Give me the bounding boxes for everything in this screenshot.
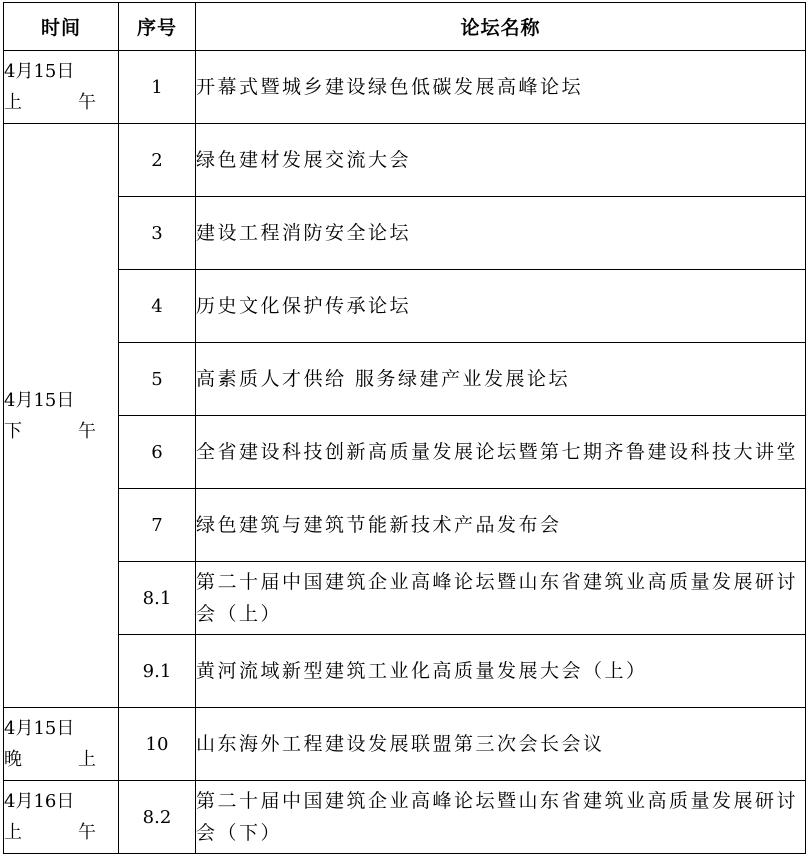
forum-name-cell: 第二十届中国建筑企业高峰论坛暨山东省建筑业高质量发展研讨会（上） xyxy=(196,562,806,635)
table-row xyxy=(4,51,806,124)
seq-cell: 9.1 xyxy=(119,635,196,708)
seq-cell: 7 xyxy=(119,489,196,562)
seq-cell: 10 xyxy=(119,708,196,781)
time-period: 下午 xyxy=(4,420,152,442)
forum-name-cell: 山东海外工程建设发展联盟第三次会长会议 xyxy=(196,708,806,781)
header-time: 时间 xyxy=(4,3,119,51)
forum-name-cell: 历史文化保护传承论坛 xyxy=(196,270,806,343)
seq-cell: 8.2 xyxy=(119,781,196,854)
table-row xyxy=(4,562,806,635)
time-cell xyxy=(4,51,152,124)
seq-cell: 8.1 xyxy=(119,562,196,635)
time-date: 4月16日 xyxy=(4,791,75,812)
table-row xyxy=(4,197,806,270)
seq-cell: 1 xyxy=(119,51,196,124)
header-seq: 序号 xyxy=(119,3,196,51)
forum-name-cell: 高素质人才供给 服务绿建产业发展论坛 xyxy=(196,343,806,416)
time-period: 晚上 xyxy=(4,749,152,770)
table-row xyxy=(4,270,806,343)
header-forum-name: 论坛名称 xyxy=(196,3,806,51)
seq-cell: 6 xyxy=(119,416,196,489)
forum-name-cell: 建设工程消防安全论坛 xyxy=(196,197,806,270)
time-date: 4月15日 xyxy=(4,61,75,82)
forum-name-cell: 绿色建筑与建筑节能新技术产品发布会 xyxy=(196,489,806,562)
forum-name-cell: 全省建设科技创新高质量发展论坛暨第七期齐鲁建设科技大讲堂 xyxy=(196,416,806,489)
forum-name-cell: 绿色建材发展交流大会 xyxy=(196,124,806,197)
header-row xyxy=(4,3,806,51)
forum-name-cell: 第二十届中国建筑企业高峰论坛暨山东省建筑业高质量发展研讨会（下） xyxy=(196,781,806,854)
seq-cell: 2 xyxy=(119,124,196,197)
seq-cell: 4 xyxy=(119,270,196,343)
table-row xyxy=(4,124,806,197)
forum-name-cell: 黄河流域新型建筑工业化高质量发展大会（上） xyxy=(196,635,806,708)
time-date: 4月15日 xyxy=(4,389,75,411)
time-cell xyxy=(4,708,152,781)
seq-cell: 5 xyxy=(119,343,196,416)
seq-cell: 3 xyxy=(119,197,196,270)
table-row xyxy=(4,635,806,708)
table-row xyxy=(4,343,806,416)
forum-schedule-table xyxy=(3,2,806,854)
table-row xyxy=(4,781,806,854)
time-date: 4月15日 xyxy=(4,718,75,739)
time-period: 上午 xyxy=(4,822,152,843)
time-period: 上午 xyxy=(4,92,152,113)
table-row xyxy=(4,489,806,562)
table-row xyxy=(4,708,806,781)
time-cell xyxy=(4,124,152,708)
time-cell xyxy=(4,781,152,854)
forum-name-cell: 开幕式暨城乡建设绿色低碳发展高峰论坛 xyxy=(196,51,806,124)
